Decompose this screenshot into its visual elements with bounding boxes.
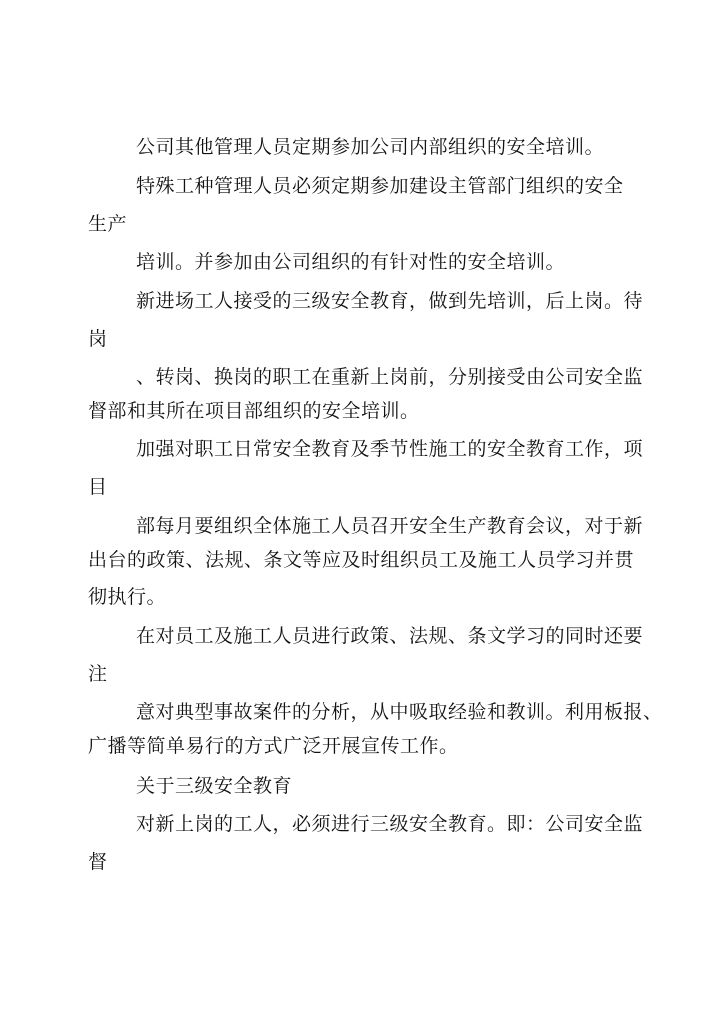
paragraph-line: 注 — [88, 663, 108, 685]
paragraph-line: 意对典型事故案件的分析，从中吸取经验和教训。利用板报、 — [136, 701, 663, 723]
paragraph-line: 、转岗、换岗的职工在重新上岗前，分别接受由公司安全监 — [136, 366, 644, 388]
paragraph-line: 彻执行。 — [88, 586, 167, 608]
paragraph-line: 部每月要组织全体施工人员召开安全生产教育会议，对于新 — [136, 515, 644, 537]
paragraph-line: 特殊工种管理人员必须定期参加建设主管部门组织的安全 — [136, 175, 624, 197]
paragraph-line: 加强对职工日常安全教育及季节性施工的安全教育工作，项 — [136, 438, 644, 460]
paragraph-line: 在对员工及施工人员进行政策、法规、条文学习的同时还要 — [136, 625, 644, 647]
paragraph-line: 岗 — [88, 328, 108, 350]
paragraph-line: 督部和其所在项目部组织的安全培训。 — [88, 400, 420, 422]
paragraph-line: 新进场工人接受的三级安全教育，做到先培训，后上岗。待 — [136, 290, 644, 312]
paragraph-line: 目 — [88, 476, 108, 498]
paragraph-line: 广播等简单易行的方式广泛开展宣传工作。 — [88, 735, 459, 757]
paragraph-line: 督 — [88, 851, 108, 873]
paragraph-line: 对新上岗的工人，必须进行三级安全教育。即：公司安全监 — [136, 813, 644, 835]
paragraph-line: 出台的政策、法规、条文等应及时组织员工及施工人员学习并贯 — [88, 549, 635, 571]
paragraph-line: 公司其他管理人员定期参加公司内部组织的安全培训。 — [136, 136, 605, 158]
paragraph-line: 生产 — [88, 213, 128, 235]
paragraph-line: 培训。并参加由公司组织的有针对性的安全培训。 — [136, 251, 566, 273]
paragraph-line: 关于三级安全教育 — [136, 775, 293, 797]
